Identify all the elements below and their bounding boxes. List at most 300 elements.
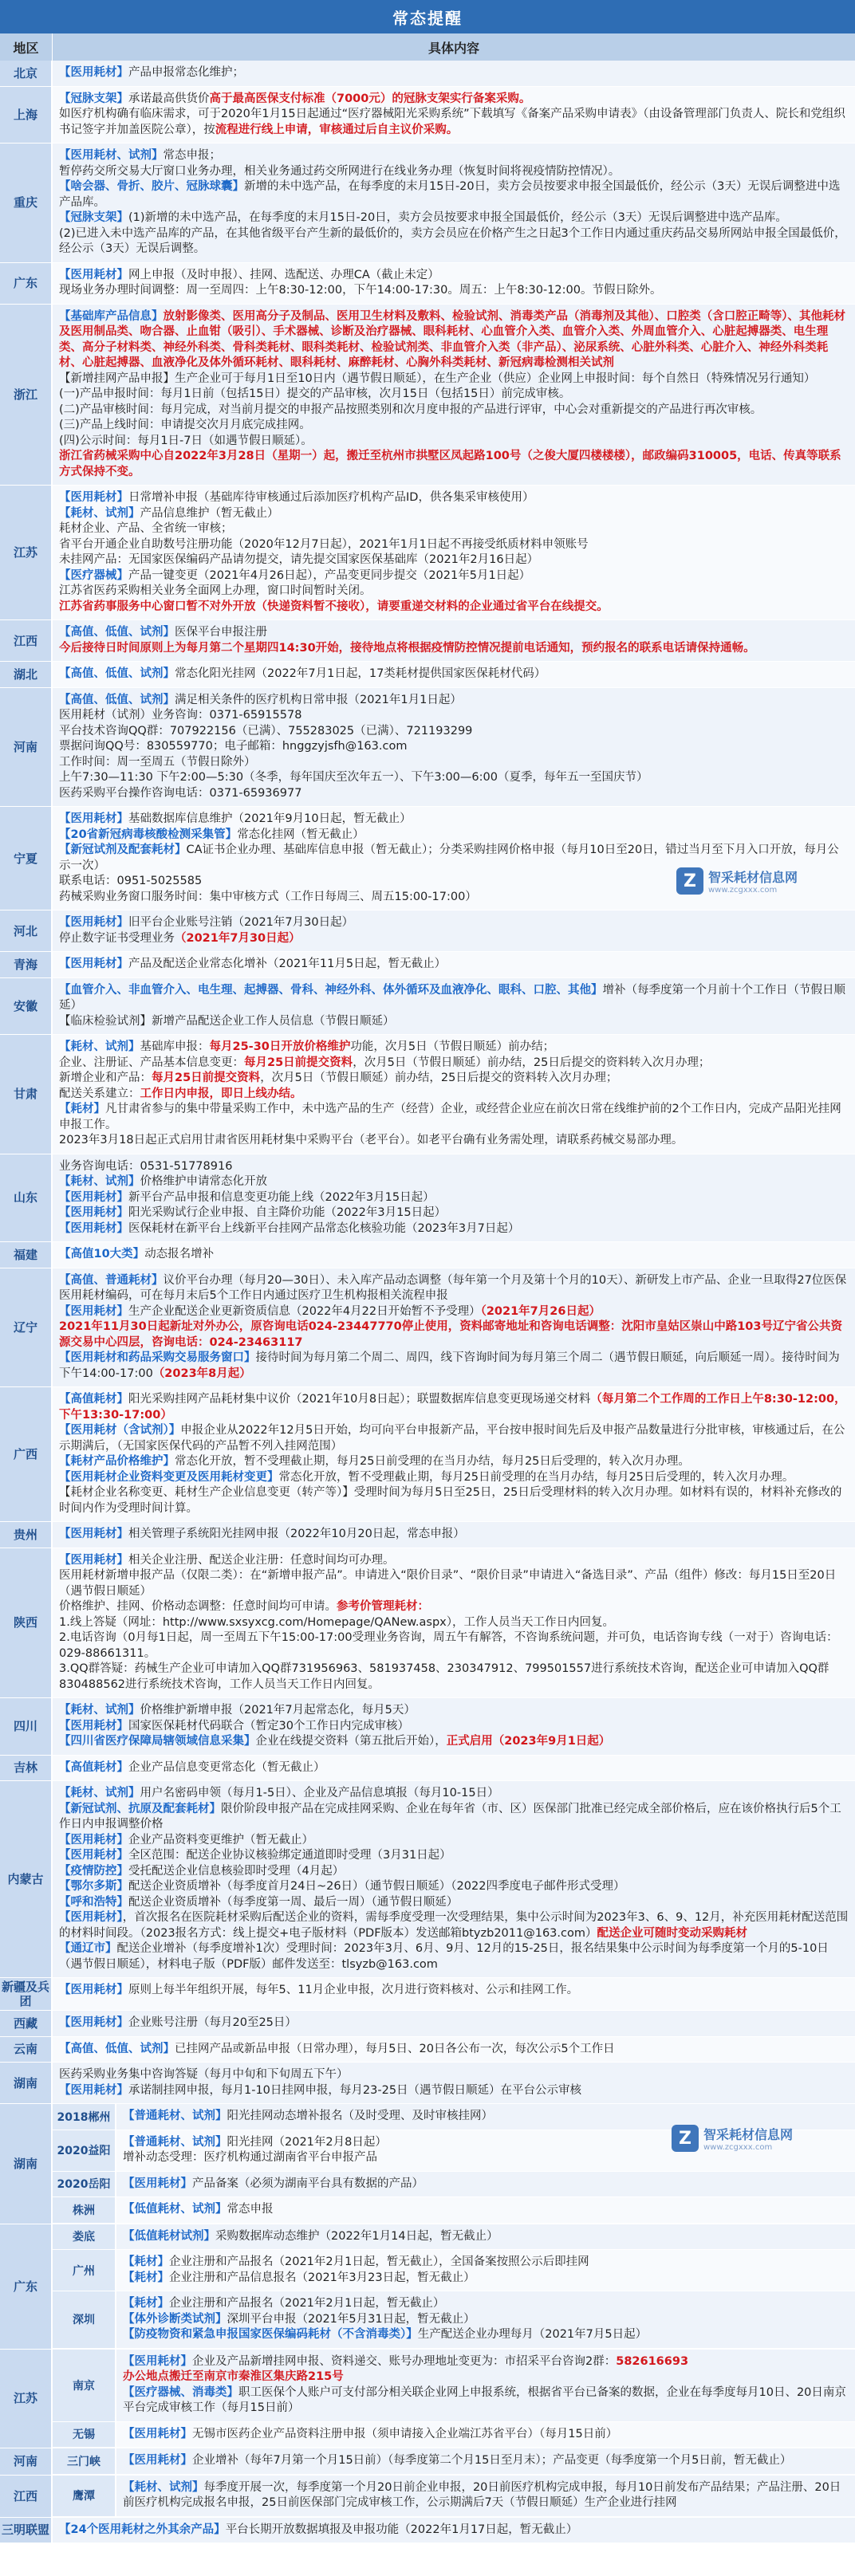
content-line bbox=[59, 1802, 849, 1833]
content-text: 暂停药交所交易大厅窗口业务办理，相关业务通过药交所网进行在线业务办理（恢复时间将视疫情防控情况）。 bbox=[59, 164, 621, 178]
region-cell: 江苏 bbox=[0, 486, 53, 619]
content-line bbox=[59, 1087, 849, 1103]
category-tag: 【医用耗材】 bbox=[59, 916, 128, 929]
category-tag: 【四川省医疗保障局辖领域信息采集】 bbox=[59, 1735, 256, 1748]
content-text: 价格维护新增申报（2021年7月起常态化，每月5天） bbox=[140, 1704, 416, 1717]
highlight-text: 正式启用（2023年9月1日起） bbox=[446, 1735, 611, 1748]
content-text: 未挂网产品：无国家医保编码产品请勿提交，请先提交国家医保基础库（2021年2月16日起） bbox=[59, 553, 539, 566]
content-text: ，次月5日（节假日顺延）前办结，25日后提交的资料转入次月办理； bbox=[353, 1056, 711, 1069]
category-tag: 【高值耗材】 bbox=[59, 1393, 128, 1406]
content-text: 医药采购业务集中咨询答疑（每月中旬和下旬周五下午） bbox=[59, 2068, 349, 2081]
content-line bbox=[59, 568, 849, 584]
content-line bbox=[59, 1786, 849, 1802]
category-tag: 【血管介入、非血管介入、电生理、起搏器、骨科、神经外科、体外循环及血液净化、眼科、口腔、其他】 bbox=[59, 983, 603, 997]
content-line bbox=[59, 2016, 849, 2031]
content-text: 议价平台办理（每月20—30日）、未入库产品动态调整（每年第一个月及第十个月的10天）、新研发上市产品、企业一旦取得27位医保医用耗材编码，可在每月末后5个工作日内通过医疗卫生机构报相关流程申报 bbox=[59, 1273, 847, 1302]
category-tag: 【医用耗材】 bbox=[59, 1849, 128, 1862]
content-text: 申请进入“限价目录”、“限价目录”申请进入“备选目录”、产品（组件）修改：每月15日至20日（遇节假日顺延） bbox=[59, 1569, 837, 1598]
highlight-text: （2021年7月30日起） bbox=[175, 931, 301, 945]
category-tag: 【高值、低值、试剂】 bbox=[59, 667, 175, 680]
table-row bbox=[0, 620, 855, 662]
content-line bbox=[59, 434, 849, 450]
content-text: 停止数字证书受理业务 bbox=[59, 931, 175, 945]
content-text: 企业、注册证、产品基本信息变更： bbox=[59, 1056, 244, 1069]
content-line bbox=[59, 387, 849, 403]
content-line bbox=[59, 1983, 849, 1999]
content-text: 常态化挂网（暂无截止） bbox=[237, 828, 364, 841]
highlight-text: 2021年11月30日起新址对外办公，原咨询电话024-23447770停止使用，资料邮寄地址和咨询电话调整：沈阳市皇姑区崇山中路103号辽宁省公共资源交易中心四层，咨询电话：024-23463117 bbox=[59, 1320, 842, 1349]
subregion-row bbox=[53, 2291, 855, 2349]
content-text: 配送企业资质增补（每季度首月24日~26日）（通节假日顺延）（2022四季度电子邮件形式受理） bbox=[128, 1880, 625, 1893]
content-cell bbox=[53, 1698, 855, 1755]
content-line bbox=[59, 1895, 849, 1911]
content-text: 阳光挂网（2021年2月8日起） bbox=[227, 2135, 387, 2149]
table-row-group bbox=[0, 2104, 855, 2224]
content-text: 药械采购业务窗口服务时间：集中审核方式（工作日每周三、周五15:00-17:00） bbox=[59, 890, 477, 903]
content-text: 功能，次月5日（节假日顺延）前办结； bbox=[350, 1040, 555, 1053]
content-line bbox=[59, 107, 849, 138]
content-cell bbox=[53, 2011, 855, 2036]
content-line bbox=[59, 449, 849, 480]
page-title: 常态提醒 bbox=[0, 0, 855, 33]
category-tag: 【耗材】 bbox=[123, 2271, 169, 2284]
highlight-text: 办公地点搬迁至南京市秦淮区集庆路215号 bbox=[123, 2370, 344, 2383]
highlight-text: 今后接待日时间原则上为每月第二个星期四14:30开始，接待地点将根据疫情防控情况提前电话通知，预约报名的联系电话请保持通畅。 bbox=[59, 641, 755, 655]
highlight-text: 流程进行线上申请，审核通过后自主议价采购。 bbox=[215, 123, 459, 136]
content-line bbox=[123, 2150, 849, 2166]
content-line bbox=[59, 268, 849, 284]
region-cell: 西藏 bbox=[0, 2011, 53, 2036]
category-tag: 【医用耗材】 bbox=[59, 1190, 128, 1204]
content-text: 企业在线提交资料（第五批后开始）， bbox=[255, 1735, 447, 1748]
category-tag: 【普通耗材、试剂】 bbox=[123, 2110, 227, 2122]
content-text: 用户名密码申领（每月1-5日）、企业及产品信息填报（每月10-15日） bbox=[140, 1787, 499, 1799]
content-text: 价格维护、挂网、价格动态调整：任意时间均可申请。 bbox=[59, 1600, 337, 1613]
content-text: 增补动态受理：医疗机构通过湖南省平台申报产品 bbox=[123, 2151, 377, 2164]
region-cell: 福建 bbox=[0, 1242, 53, 1268]
content-cell bbox=[53, 1548, 855, 1698]
content-line bbox=[59, 641, 849, 657]
region-cell: 江西 bbox=[0, 620, 53, 661]
content-line bbox=[59, 625, 849, 641]
content-text: 现场业务办理时间调整：周一至周四：上午8:30-12:00，下午14:00-17:30。周五：上午8:30-12:00。节假日除外。 bbox=[59, 284, 662, 297]
content-cell bbox=[53, 486, 855, 619]
content-line bbox=[59, 1760, 849, 1776]
content-text: (一)产品申报时间：每月1日前（包括15日）提交的产品审核，次月15日（包括15日）前完成审核。 bbox=[59, 387, 571, 400]
content-line bbox=[123, 2177, 849, 2193]
content-text: 如医疗机构确有临床需求，可于2020年1月15日起通过“医疗器械阳光采购系统”下载填写《备案产品采购申请表》（由设备管理部门负责人、院长和党组织书记签字并加盖医院公章），按 bbox=[59, 108, 845, 136]
category-tag: 【医用耗材】 bbox=[59, 2083, 128, 2097]
category-tag: 【医用耗材】 bbox=[123, 2454, 192, 2467]
category-tag: 【医用耗材】 bbox=[123, 2354, 192, 2368]
content-line bbox=[123, 2480, 849, 2511]
category-tag: 【医用耗材】 bbox=[59, 1553, 128, 1567]
content-text: CA证书企业办理、基础库信息申报（暂无截止）；分类采购挂网价格申报（每月10日至20日，错过当月至下月入口开放，每月公示一次） bbox=[59, 844, 839, 872]
content-text: 联系电话：0951-5025585 bbox=[59, 875, 203, 887]
table-row bbox=[0, 61, 855, 87]
table-row bbox=[0, 1548, 855, 1699]
content-text: 省平台开通企业自助数号注册功能（2020年12月7日起），2021年1月1日起不再接受纸质材料申领账号 bbox=[59, 537, 589, 551]
content-text: 基础库申报： bbox=[140, 1040, 210, 1053]
content-line bbox=[59, 770, 849, 786]
content-text: 承诺制挂网申报，每月1-10日挂网申报，每月23-25日（遇节假日顺延）在平台公示审核 bbox=[128, 2083, 582, 2097]
content-line bbox=[59, 179, 849, 210]
content-line bbox=[59, 418, 849, 434]
content-line bbox=[123, 2255, 849, 2271]
content-text: 全区范围：配送企业协议核验绑定通道即时受理（3月31日起） bbox=[128, 1849, 451, 1862]
content-line bbox=[59, 1485, 849, 1516]
category-tag: 【呼和浩特】 bbox=[59, 1895, 128, 1909]
content-text: 企业产品资料变更维护（暂无截止） bbox=[128, 1833, 313, 1846]
content-text: 采购数据库动态维护（2022年1月14日起，暂无截止） bbox=[215, 2229, 498, 2243]
content-line bbox=[59, 1423, 849, 1454]
content-text: 医保平台申报注册 bbox=[175, 626, 267, 639]
content-line bbox=[59, 1392, 849, 1423]
highlight-text: 配送企业可随时变动采购耗材 bbox=[597, 1926, 747, 1940]
content-text: ，首次报名在医院耗材采购后配送企业的资料，需每季度受理一次受理结果，集中公示时间为2023年3、6、9、12月，补充医用耗材配送范围的材料时间段。（2023报名方式：线上提交+电子版材料（PDF版本）发送邮箱btyzb2011@163.com） bbox=[59, 1911, 849, 1940]
subregion-cell: 株洲 bbox=[53, 2197, 116, 2223]
region-cell: 河南 bbox=[0, 2448, 53, 2475]
content-line bbox=[59, 739, 849, 755]
content-line bbox=[123, 2370, 849, 2385]
region-cell: 青海 bbox=[0, 952, 53, 977]
content-line bbox=[59, 1159, 849, 1175]
content-text: 上午7:30—11:30 下午2:00—5:30（冬季，每年国庆至次年五一）、下午3:00—6:00（夏季，每年五一至国庆节） bbox=[59, 771, 648, 784]
region-cell: 江西 bbox=[0, 2476, 53, 2517]
content-line bbox=[59, 1351, 849, 1382]
content-line bbox=[123, 2229, 849, 2245]
content-cell bbox=[53, 620, 855, 661]
region-cell: 河北 bbox=[0, 910, 53, 951]
content-line bbox=[123, 2453, 849, 2469]
content-cell bbox=[116, 2448, 855, 2474]
content-line bbox=[59, 2067, 849, 2083]
category-tag: 【医用耗材、试剂】 bbox=[59, 149, 164, 162]
content-line bbox=[59, 148, 849, 164]
content-text: 生产配送企业办理每月（2021年7月5日起） bbox=[417, 2328, 648, 2341]
content-cell bbox=[53, 2037, 855, 2063]
content-text: 新平台产品申报和信息变更功能上线（2022年3月15日起） bbox=[128, 1190, 435, 1204]
content-text: 阳光采购挂网产品耗材集中议价（2021年10月8日起）；联盟数据库信息变更现场递交材料 bbox=[128, 1393, 591, 1406]
category-tag: 【耗材、试剂】 bbox=[59, 1040, 140, 1053]
content-line bbox=[59, 1056, 849, 1072]
content-line bbox=[59, 1319, 849, 1351]
region-column-header: 地区 bbox=[0, 33, 53, 61]
content-text: 医用耗材（试剂）业务咨询：0371-65915578 bbox=[59, 709, 302, 722]
category-tag: 【耗材产品价格维护】 bbox=[59, 1455, 175, 1468]
content-text: (四)公示时间：每月1日-7日（如遇节假日顺延）。 bbox=[59, 434, 313, 447]
content-text: 相关管理子系统阳光挂网申报（2022年10月20日起，常态申报） bbox=[128, 1528, 465, 1540]
content-text: 票据问询QQ号：830559770；电子邮箱：hnggzyjsfh@163.com bbox=[59, 740, 408, 753]
table-row bbox=[0, 305, 855, 486]
content-text: 常态申报； bbox=[163, 149, 221, 162]
highlight-text: （每月第二个工作周的工作日上午8:30-12:00，下午13:30-17:00） bbox=[59, 1393, 846, 1422]
content-text: 【耗材企业名称变更、耗材生产企业信息变更（转产等）】受理时间为每月5日至25日，25日后受理材料的转入次月办理。如材料有误的，材料补充修改的时间内作为受理时间计算。 bbox=[59, 1486, 842, 1515]
category-tag: 【低值耗材、试剂】 bbox=[123, 2203, 227, 2216]
subregion-cell: 2018郴州 bbox=[53, 2104, 116, 2130]
region-cell: 重庆 bbox=[0, 144, 53, 262]
subregion-row bbox=[53, 2197, 855, 2224]
region-cell: 山东 bbox=[0, 1154, 53, 1242]
table-row bbox=[0, 263, 855, 305]
content-cell bbox=[53, 1781, 855, 1977]
highlight-text: 江苏省药事服务中心窗口暂不对外开放（快递资料暂不接收），请要重递交材料的企业通过省平台在线提交。 bbox=[59, 600, 609, 613]
subregion-cell: 鹰潭 bbox=[53, 2476, 116, 2516]
table-row bbox=[0, 2518, 855, 2544]
content-text: 产品备案（必须为湖南平台具有数据的产品） bbox=[192, 2177, 424, 2190]
region-cell: 宁夏 bbox=[0, 807, 53, 910]
content-text: 网上申报（及时申报）、挂网、选配送、办理CA（截止未定） bbox=[128, 268, 439, 281]
content-line bbox=[59, 2083, 849, 2099]
category-tag: 【疫情防控】 bbox=[59, 1864, 128, 1878]
content-line bbox=[59, 164, 849, 180]
highlight-text: 每月25日前提交资料 bbox=[244, 1056, 353, 1069]
content-line bbox=[59, 931, 849, 947]
content-line bbox=[123, 2296, 849, 2312]
content-cell bbox=[53, 662, 855, 687]
subregion-list bbox=[53, 2104, 855, 2224]
content-cell bbox=[116, 2422, 855, 2448]
category-tag: 【新冠试剂及配套耗材】 bbox=[59, 844, 187, 856]
highlight-text: 高于最高医保支付标准（7000元）的冠脉支架实行备案采购。 bbox=[209, 92, 531, 105]
category-tag: 【耗材】 bbox=[123, 2297, 169, 2310]
content-cell bbox=[53, 263, 855, 304]
category-tag: 【医用耗材】 bbox=[59, 1304, 128, 1318]
region-cell: 江苏 bbox=[0, 2350, 53, 2448]
content-text: 职工医保个人账户可支付部分相关联企业网上申报系统，根据省平台已备案的数据，企业在每季度每月10日、20日南京平台完成审核工作（每月15日前） bbox=[123, 2385, 846, 2414]
category-tag: 【防疫物资和紧急申报国家医保编码耗材（不含消毒类）】 bbox=[123, 2328, 418, 2341]
region-cell: 广东 bbox=[0, 263, 53, 304]
category-tag: 【冠脉支架】 bbox=[59, 211, 128, 224]
table-row bbox=[0, 1978, 855, 2011]
table-row bbox=[0, 910, 855, 952]
category-tag: 【普通耗材、试剂】 bbox=[123, 2135, 227, 2149]
category-tag: 【医用耗材】 bbox=[59, 1528, 128, 1540]
content-line bbox=[59, 584, 849, 600]
content-text: 耗材企业、产品、全省统一审核； bbox=[59, 522, 233, 535]
region-cell: 云南 bbox=[0, 2037, 53, 2063]
table-row bbox=[0, 1035, 855, 1154]
content-text: 企业账号注册（每月20至25日） bbox=[128, 2016, 297, 2029]
content-cell bbox=[53, 952, 855, 977]
content-line bbox=[123, 2271, 849, 2287]
category-tag: 【医用耗材】 bbox=[123, 2427, 192, 2440]
table-row bbox=[0, 2037, 855, 2063]
content-line bbox=[123, 2327, 849, 2343]
content-text: 接待时间为每月第二个周二、周四，线下咨询时间为每月第三个周二（遇节假日顺延，向后顺延一周）。接待时间为下午14:00-17:00 bbox=[59, 1351, 840, 1380]
region-cell: 湖北 bbox=[0, 662, 53, 687]
category-tag: 【医用耗材】 bbox=[59, 491, 128, 504]
watermark bbox=[672, 2125, 793, 2152]
subregion-list bbox=[53, 2350, 855, 2448]
table-row bbox=[0, 1268, 855, 1388]
content-text: 平台技术咨询QQ群：707922156（已满）、755283025（已满）、721193299 bbox=[59, 724, 473, 737]
table-header bbox=[0, 33, 855, 61]
content-line bbox=[59, 521, 849, 537]
content-cell bbox=[53, 1387, 855, 1521]
content-cell bbox=[53, 2518, 855, 2543]
region-cell: 湖南 bbox=[0, 2063, 53, 2103]
content-text: 相关企业注册、配送企业注册：任意时间均可办理。 bbox=[128, 1553, 395, 1567]
content-text: 深圳平台申报（2021年5月31日起，暂无截止） bbox=[227, 2312, 475, 2326]
content-line bbox=[59, 1833, 849, 1849]
content-line bbox=[59, 1662, 849, 1693]
content-text: 配送企业增补（每季度增补1次）受理时间：2023年3月、6月、9月、12月的15-25日，报名结果集中公示时间为每季度第一个月的5-10日（遇节假日顺延），材料电子版（PDF版）邮件发送至：tlsyzb@163.com bbox=[59, 1942, 829, 1971]
table-row bbox=[0, 2063, 855, 2104]
content-text: 企业注册和产品报名（2021年2月1日起，暂无截止） bbox=[169, 2297, 445, 2310]
category-tag: 【医用耗材】 bbox=[59, 1221, 128, 1235]
content-line bbox=[59, 2042, 849, 2058]
subregion-row bbox=[53, 2422, 855, 2448]
content-text: 凡甘肃省参与的集中带量采购工作中，未中选产品的生产（经营）企业，或经营企业应在前次日常在线维护前的2个工作日内，完成产品阳光挂网申报工作。 bbox=[59, 1103, 841, 1131]
content-line bbox=[59, 226, 849, 258]
watermark bbox=[676, 867, 798, 895]
content-text: 医用耗材新增申报产品（仅限二类）：在“新增申报产品”。 bbox=[59, 1569, 355, 1582]
content-cell bbox=[116, 2350, 855, 2421]
subregion-cell: 三门峡 bbox=[53, 2448, 116, 2474]
content-text: 产品一键变更（2021年4月26日起），产品变更同步提交（2021年5月1日起） bbox=[128, 568, 531, 582]
table-row bbox=[0, 688, 855, 808]
category-tag: 【新冠试剂、抗原及配套耗材】 bbox=[59, 1802, 221, 1815]
region-cell: 四川 bbox=[0, 1698, 53, 1755]
category-tag: 【医用耗材】 bbox=[59, 1719, 128, 1732]
content-line bbox=[59, 1454, 849, 1470]
category-tag: 【高值、低值、试剂】 bbox=[59, 2042, 175, 2055]
content-cell bbox=[53, 1522, 855, 1548]
category-tag: 【耗材】 bbox=[123, 2255, 169, 2268]
content-text: 业务咨询电话：0531-51778916 bbox=[59, 1159, 233, 1173]
watermark-url: www.zcgxxx.com bbox=[708, 886, 778, 895]
table-row bbox=[0, 1242, 855, 1268]
content-line bbox=[59, 1190, 849, 1206]
content-line bbox=[59, 1527, 849, 1543]
content-text: 2.电话咨询（0月每1日起，周一至周五下午15:00-17:00受理业务咨询，周五午有解答，不咨询系统问题，并可负，电话咨询专线（一对于）咨询电话：029-88661311。 bbox=[59, 1631, 838, 1660]
category-tag: 【耗材】 bbox=[59, 1103, 105, 1115]
content-line bbox=[59, 1133, 849, 1149]
content-line bbox=[59, 1304, 849, 1320]
content-text: (二)产品审核时间：每月完成，对当前月提交的申报产品按照类别和次月度申报的产品进行评审，中心会对重新提交的产品进行再次审核。 bbox=[59, 403, 762, 416]
content-text: 增补（每季度第一个月前十个工作日（节假日顺延） bbox=[59, 983, 845, 1012]
category-tag: 【24个医用耗材之外其余产品】 bbox=[59, 2523, 226, 2536]
content-column-header: 具体内容 bbox=[428, 40, 479, 56]
category-tag: 【医用耗材】 bbox=[59, 1206, 128, 1219]
content-text: 基础数据库信息维护（2021年9月10日起，暂无截止） bbox=[128, 812, 412, 825]
content-cell bbox=[53, 87, 855, 144]
table-row-group bbox=[0, 2350, 855, 2449]
table-row bbox=[0, 1756, 855, 1782]
content-text: 工作时间：周一至周五（节假日除外） bbox=[59, 755, 256, 769]
category-tag: 【通辽市】 bbox=[59, 1942, 117, 1955]
content-line bbox=[59, 506, 849, 522]
content-line bbox=[59, 309, 849, 372]
content-text: 满足相关条件的医疗机构日常申报（2021年1月1日起） bbox=[175, 693, 462, 706]
content-line bbox=[59, 708, 849, 724]
table-row bbox=[0, 1522, 855, 1548]
content-line bbox=[59, 915, 849, 931]
content-text: 限价阶段申报产品在完成挂网采购、企业在每年省（市、区）医保部门批准已经完成全部价格后，应在该价格执行后5个工作日内申报调整价格 bbox=[59, 1802, 841, 1831]
category-tag: 【基础库产品信息】 bbox=[59, 309, 164, 323]
region-cell: 陕西 bbox=[0, 1548, 53, 1698]
subregion-list bbox=[53, 2224, 855, 2349]
content-text: 新增企业和产品： bbox=[59, 1072, 152, 1084]
content-line bbox=[59, 553, 849, 568]
table-row bbox=[0, 1698, 855, 1756]
highlight-text: （2023年8月起） bbox=[152, 1367, 251, 1380]
content-line bbox=[59, 1014, 849, 1030]
content-line bbox=[59, 1102, 849, 1133]
content-cell bbox=[53, 1268, 855, 1387]
content-text: 企业产品信息变更常态化（暂无截止） bbox=[128, 1760, 325, 1774]
category-tag: 【耗材、试剂】 bbox=[59, 1704, 140, 1717]
watermark-logo: Z bbox=[672, 2125, 699, 2152]
content-line bbox=[59, 1848, 849, 1864]
category-tag: 【医用耗材】 bbox=[59, 1833, 128, 1846]
table-row-group bbox=[0, 2448, 855, 2476]
region-cell: 安徽 bbox=[0, 978, 53, 1035]
content-text: 阳光挂网动态增补报名（及时受理、及时审核挂网） bbox=[227, 2110, 493, 2122]
content-line bbox=[123, 2109, 849, 2125]
content-text: 常态化阳光挂网（2022年7月1日起，17类耗材提供国家医保耗材代码） bbox=[175, 667, 546, 680]
content-cell bbox=[53, 1154, 855, 1242]
table-row bbox=[0, 952, 855, 978]
category-tag: 【医用耗材（含试剂）】 bbox=[59, 1424, 181, 1437]
category-tag: 【医用耗材】 bbox=[59, 1911, 123, 1924]
region-cell: 内蒙古 bbox=[0, 1781, 53, 1977]
content-line bbox=[123, 2202, 849, 2218]
watermark-name: 智采耗材信息网 bbox=[708, 870, 798, 885]
content-cell bbox=[53, 144, 855, 262]
content-line bbox=[59, 1941, 849, 1972]
category-tag: 【医用耗材】 bbox=[59, 1984, 128, 1996]
subregion-cell: 2020益阳 bbox=[53, 2130, 116, 2171]
subregion-cell: 2020岳阳 bbox=[53, 2172, 116, 2197]
category-tag: 【医疗器械、消毒类】 bbox=[123, 2385, 238, 2399]
category-tag: 【医用耗材】 bbox=[59, 2016, 128, 2029]
content-cell bbox=[116, 2476, 855, 2516]
category-tag: 【耗材、试剂】 bbox=[59, 1175, 140, 1188]
content-text: 原则上每半年组织开展，每年5、11月企业申报，次月进行资料核对、公示和挂网工作。 bbox=[128, 1984, 579, 1996]
content-line bbox=[123, 2354, 849, 2370]
content-text: 产品信息维护（暂无截止） bbox=[140, 506, 279, 520]
table-row bbox=[0, 1387, 855, 1522]
region-cell: 湖南 bbox=[0, 2104, 53, 2224]
content-cell bbox=[53, 688, 855, 807]
content-cell bbox=[116, 2224, 855, 2250]
content-line bbox=[59, 1071, 849, 1087]
content-text: 平台长期开放数据填报及申报功能（2022年1月17日起，暂无截止） bbox=[225, 2523, 578, 2536]
subregion-cell: 广州 bbox=[53, 2250, 116, 2291]
table-row bbox=[0, 87, 855, 144]
content-line bbox=[59, 1221, 849, 1237]
category-tag: 【体外诊断类试剂】 bbox=[123, 2312, 227, 2326]
region-cell: 北京 bbox=[0, 61, 53, 86]
content-text: 2023年3月18日起正式启用甘肃省医用耗材集中采购平台（老平台）。如老平台确有业务需处理，请联系药械交易部办理。 bbox=[59, 1134, 684, 1146]
region-cell: 三明联盟 bbox=[0, 2518, 53, 2543]
content-cell bbox=[53, 61, 855, 86]
content-line bbox=[59, 1470, 849, 1486]
region-cell: 甘肃 bbox=[0, 1035, 53, 1154]
content-cell bbox=[53, 1978, 855, 2010]
content-cell bbox=[53, 1756, 855, 1781]
table-row bbox=[0, 144, 855, 263]
content-line bbox=[123, 2312, 849, 2328]
content-text: ，次月5日（节假日顺延）前办结，25日后提交的资料转入次月办理； bbox=[260, 1072, 618, 1084]
content-text: 承诺最高供货价 bbox=[128, 92, 210, 105]
content-text: 已挂网产品或新品申报（日常办理），每月5日、20日各公布一次，每次公示5个工作日 bbox=[175, 2042, 615, 2055]
content-line bbox=[59, 828, 849, 844]
highlight-text: 浙江省药械采购中心自2022年3月28日（星期一）起，搬迁至杭州市拱墅区凤起路100号（之俊大厦四楼楼楼），邮政编码310005，电话、传真等联系方式保持不变。 bbox=[59, 450, 841, 478]
content-cell bbox=[53, 1035, 855, 1154]
